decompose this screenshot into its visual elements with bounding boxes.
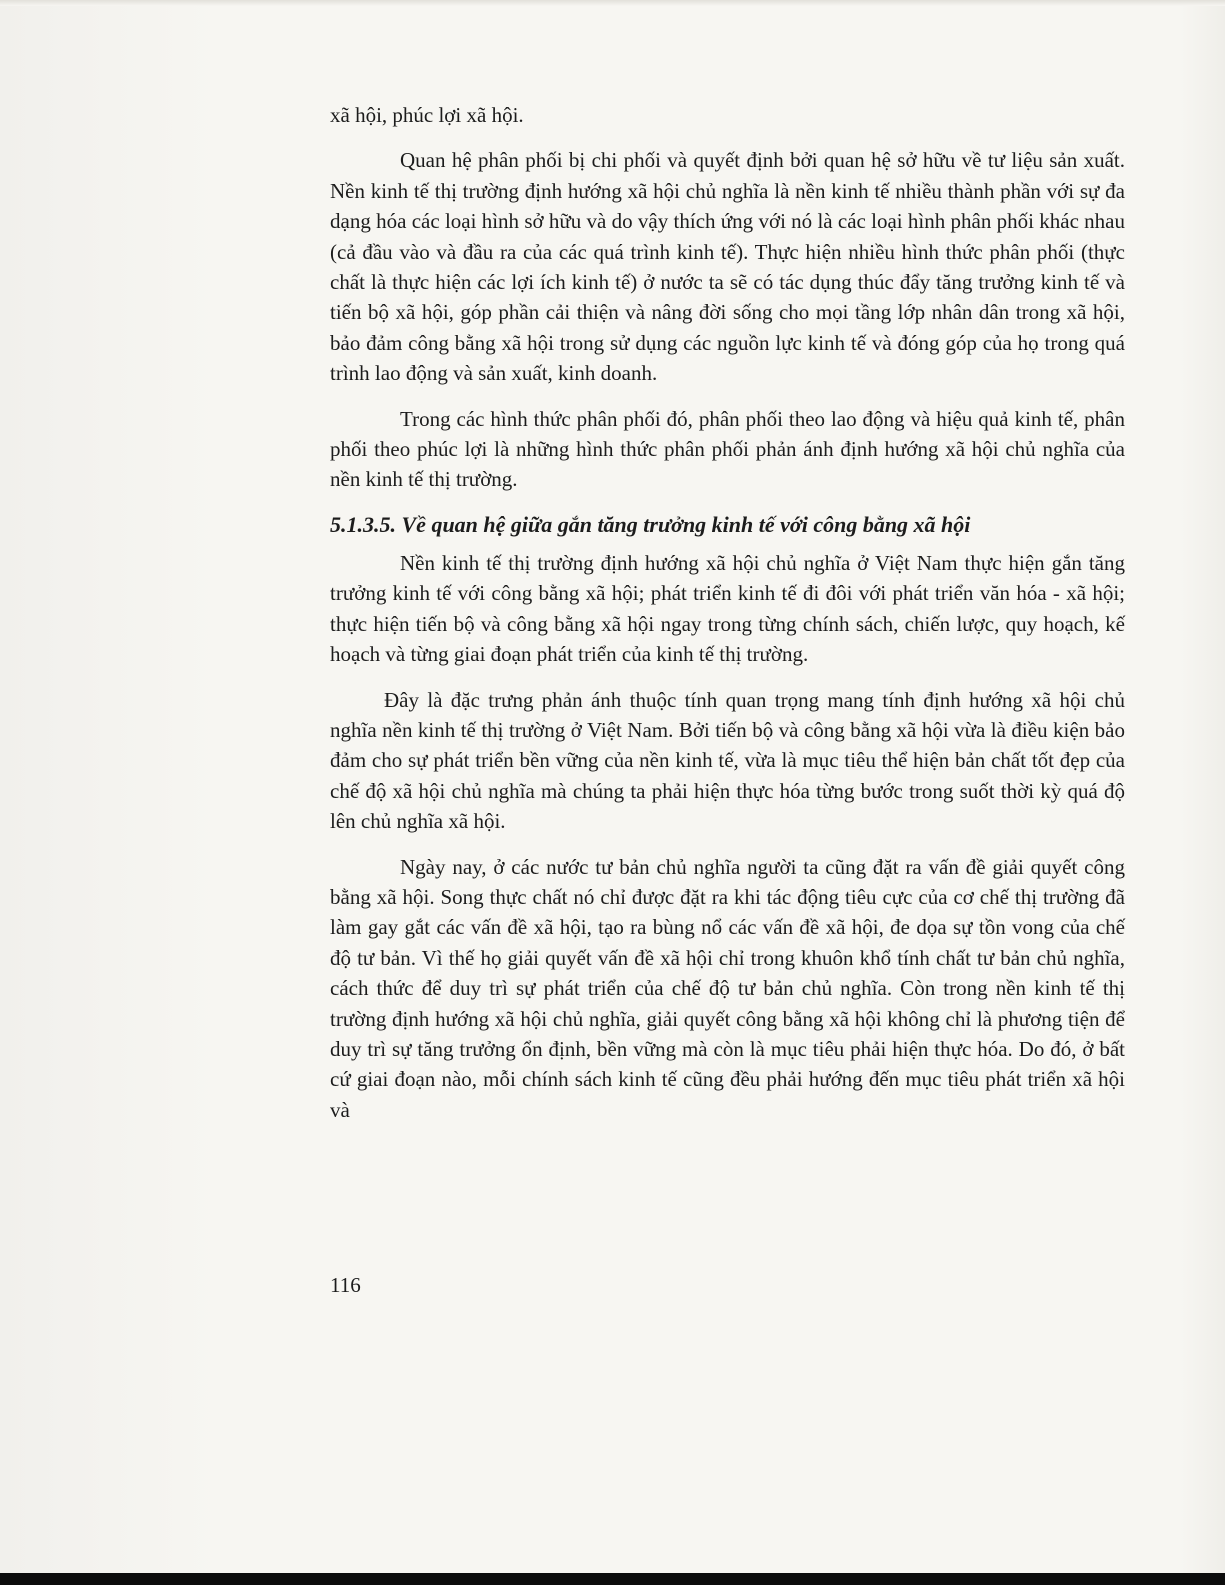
paragraph-distribution-forms: Trong các hình thức phân phối đó, phân phối theo lao động và hiệu quả kinh tế, phân phối theo phúc lợi là những hình thức phân phối phản ánh định hướng xã hội chủ nghĩa của nền kinh tế thị trường.	[330, 406, 1125, 492]
scan-edge-bottom	[0, 1573, 1225, 1585]
paragraph-characteristic: Đây là đặc trưng phản ánh thuộc tính quan trọng mang tính định hướng xã hội chủ nghĩa nền kinh tế thị trường ở Việt Nam. Bởi tiến bộ và công bằng xã hội vừa là điều kiện bảo đảm cho sự phát triển bền vững của nền kinh tế, vừa là mục tiêu thể hiện bản chất tốt đẹp của chế độ xã hội chủ nghĩa mà chúng ta phải hiện thực hóa từng bước trong suốt thời kỳ quá độ lên chủ nghĩa xã hội.	[330, 687, 1125, 834]
section-heading: 5.1.3.5. Về quan hệ giữa gắn tăng trưởng kinh tế với công bằng xã hội	[330, 511, 971, 537]
paragraph-continuation: xã hội, phúc lợi xã hội.	[330, 103, 524, 127]
scan-edge-top	[0, 0, 1225, 6]
scan-margin-left	[0, 0, 220, 1573]
page-body	[330, 100, 1125, 1140]
scan-margin-right	[1180, 0, 1225, 1573]
paragraph-distribution-relations: Quan hệ phân phối bị chi phối và quyết định bởi quan hệ sở hữu về tư liệu sản xuất. Nền kinh tế thị trường định hướng xã hội chủ nghĩa là nền kinh tế nhiều thành phần với sự đa dạng hóa các loại hình sở hữu và do vậy thích ứng với nó là các loại hình phân phối khác nhau (cả đầu vào và đầu ra của các quá trình kinh tế). Thực hiện nhiều hình thức phân phối (thực chất là thực hiện các lợi ích kinh tế) ở nước ta sẽ có tác dụng thúc đẩy tăng trưởng kinh tế và tiến bộ xã hội, góp phần cải thiện và nâng đời sống cho mọi tầng lớp nhân dân trong xã hội, bảo đảm công bằng xã hội trong sử dụng các nguồn lực kinh tế và đóng góp của họ trong quá trình lao động và sản xuất, kinh doanh.	[330, 148, 1125, 386]
paragraph-growth-equity: Nền kinh tế thị trường định hướng xã hội chủ nghĩa ở Việt Nam thực hiện gắn tăng trưởng kinh tế với công bằng xã hội; phát triển kinh tế đi đôi với phát triển văn hóa - xã hội; thực hiện tiến bộ và công bằng xã hội ngay trong từng chính sách, chiến lược, quy hoạch, kế hoạch và từng giai đoạn phát triển của kinh tế thị trường.	[330, 550, 1125, 667]
page-number: 116	[330, 1273, 361, 1297]
paragraph-capitalist-comparison: Ngày nay, ở các nước tư bản chủ nghĩa người ta cũng đặt ra vấn đề giải quyết công bằng xã hội. Song thực chất nó chỉ được đặt ra khi tác động tiêu cực của cơ chế thị trường đã làm gay gắt các vấn đề xã hội, tạo ra bùng nổ các vấn đề xã hội, đe dọa sự tồn vong của chế độ tư bản. Vì thế họ giải quyết vấn đề xã hội chỉ trong khuôn khổ tính chất tư bản chủ nghĩa, cách thức để duy trì sự phát triển của chế độ tư bản chủ nghĩa. Còn trong nền kinh tế thị trường định hướng xã hội chủ nghĩa, giải quyết công bằng xã hội không chỉ là phương tiện để duy trì sự tăng trưởng ổn định, bền vững mà còn là mục tiêu phải hiện thực hóa. Do đó, ở bất cứ giai đoạn nào, mỗi chính sách kinh tế cũng đều phải hướng đến mục tiêu phát triển xã hội và	[330, 854, 1125, 1122]
